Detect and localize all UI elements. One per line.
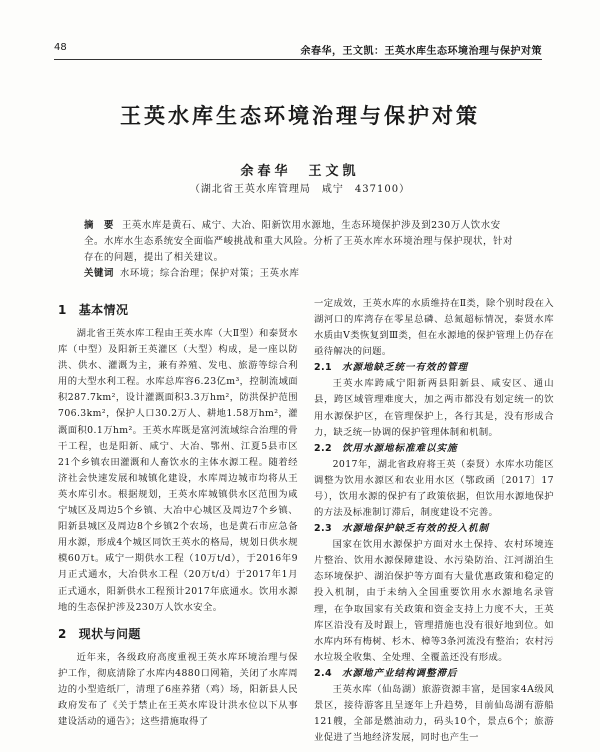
abstract (84, 218, 514, 266)
authors: 余春华 王文凯 (240, 164, 360, 179)
column-left (58, 296, 298, 730)
subsection-heading-2-3: 2.3 水源地保护缺乏有效的投入机制 (314, 523, 490, 535)
keywords-text: 水环境；综合治理；保护对策；王英水库 (119, 268, 300, 279)
section-1-paragraph: 湖北省王英水库工程由王英水库（大Ⅱ型）和泰贤水库（中型）及阳新王英灌区（大型）构成，是一座以防洪、供水、灌溉为主，兼有养殖、发电、旅游等综合利用的大型水利工程。水库总库容6.23亿m³，控制流域面积287.7km²，设计灌溉面积3.3万hm²，防洪保护范围706.3km²，保护人口30.2万人、耕地1.58万hm²，灌溉面积0.1万hm²。王英水库既是富河流域综合治理的骨干工程，也是阳新、咸宁、大冶、鄂州、江夏5县市区21个乡镇农田灌溉和人畜饮水的主体水源工程。随着经济社会快速发展和城镇化建设，水库周边城市均将从王英水库引水。根据规划，王英水库城镇供水区范围为咸宁城区及周边5个乡镇、大冶中心城区及周边7个乡镇、阳新县城区及周边8个乡镇2个农场，也是黄石市应急备用水源，形成4个城区同饮王英水的格局，规划日供水规模60万t。咸宁一期供水工程（10万t/d），于2016年9月正式通水，大冶供水工程（20万t/d）于2017年1月正式通水，阳新供水工程预计2017年底通水。饮用水源地的生态保护涉及230万人饮水安全。 (58, 328, 298, 613)
subsection-heading-2-4: 2.4 水源地产业结构调整滞后 (314, 667, 458, 679)
abstract-text: 王英水库是黄石、咸宁、大冶、阳新饮用水源地，生态环境保护涉及到230万人饮水安全。水库水生态系统安全面临严峻挑战和重大风险。分析了王英水库水环境治理与保护现状，针对存在的问题，提出了相关建议。 (84, 220, 513, 263)
abstract-label: 摘 要 (84, 220, 114, 231)
subsection-2-3-paragraph: 国家在饮用水源保护方面对水土保持、农村环境连片整治、饮用水源保障建设、水污染防治、江河湖泊生态环境保护、湖泊保护等方面有大量优惠政策和稳定的投入机制，由于未纳入全国重要饮用水水源地名录管理，在争取国家有关政策和资金支持上力度不大，王英库区沿没有及时跟上，管理措施也没有很好地到位。如水库内环有梅树、杉木、樟等3条河流没有整治；农村污水垃圾全收集、全处理、全覆盖还没有形成。 (314, 539, 554, 663)
running-title: 余春华，王文凯：王英水库生态环境治理与保护对策 (300, 46, 542, 57)
article-title: 王英水库生态环境治理与保护对策 (120, 104, 480, 128)
section-heading-2: 2 现状与问题 (58, 626, 141, 641)
subsection-2-1-paragraph: 王英水库跨咸宁阳新两县阳新县、咸安区、通山县，跨区域管理难度大，加之两市都没有划定统一的饮用水源保护区，在管理保护上，各行其是，没有形成合力，缺乏统一协调的保护管理体制和机制。 (314, 378, 554, 438)
subsection-heading-2-1: 2.1 水源地缺乏统一有效的管理 (314, 362, 469, 374)
running-head (54, 40, 542, 60)
subsection-heading-2-2: 2.2 饮用水源地标准难以实施 (314, 442, 458, 454)
column-right (314, 296, 554, 746)
keywords-label: 关键词 (84, 268, 114, 279)
section-2-paragraph: 近年来，各级政府高度重视王英水库环境治理与保护工作，彻底清除了水库内4880口网箱，关闭了水库周边的小型造纸厂，清理了6座养猪（鸡）场，阳新县人民政府发布了《关于禁止在王英水库设计洪水位以下从事建设活动的通告》；这些措施取得了 (58, 651, 298, 728)
page-number: 48 (54, 42, 67, 53)
section-2-continued: 一定成效，王英水库的水质维持在Ⅱ类，除个别时段在入湖河口的库湾存在零星总磷、总氮超标情况，泰贤水库水质由Ⅴ类恢复到Ⅲ类，但在水源地的保护管理上仍存在亟待解决的问题。 (314, 298, 554, 358)
keywords (84, 266, 514, 282)
affiliation: （湖北省王英水库管理局 咸宁 437100） (189, 184, 411, 195)
subsection-2-2-paragraph: 2017年，湖北省政府将王英（泰贤）水库水功能区调整为饮用水源区和农业用水区（鄂政函〔2017〕17号），饮用水源的保护有了政策依据，但饮用水源地保护的方法及标准制订滞后，制度建设不完善。 (314, 458, 554, 519)
section-heading-1: 1 基本情况 (58, 303, 129, 317)
subsection-2-4-paragraph: 王英水库（仙岛湖）旅游资源丰富，是国家4A级风景区，接待游客且呈逐年上升趋势，目前仙岛湖有游船121艘，全部是燃油动力，码头10个，景点6个；旅游业促进了当地经济发展，同时也产生一 (314, 683, 554, 744)
